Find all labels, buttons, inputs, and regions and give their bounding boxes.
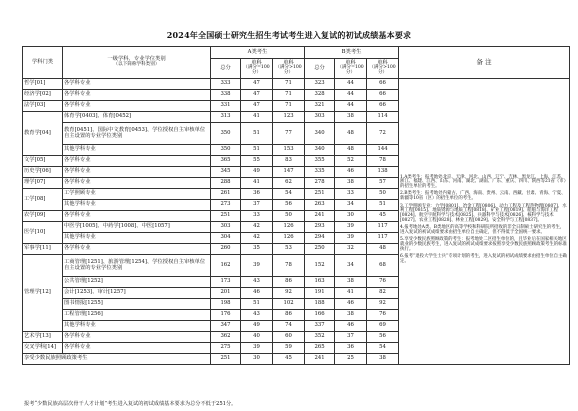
a-total-cell: 350	[211, 145, 241, 156]
page-title: 2024年全国硕士研究生招生考试考生进入复试的初试成绩基本要求	[166, 30, 412, 40]
category-cell: 医学[10]	[23, 222, 63, 244]
a-total-cell: 275	[211, 343, 241, 354]
category-cell: 教育学[04]	[23, 112, 63, 156]
b-total-cell: 294	[305, 233, 335, 244]
b-single100-cell: 32	[335, 244, 367, 255]
header-remarks: 备 注	[399, 47, 570, 79]
subject-cell: 公共管理[1252]	[63, 277, 211, 288]
a-single150-cell: 92	[273, 288, 305, 299]
b-single150-cell: 66	[367, 101, 399, 112]
a-single150-cell: 71	[273, 79, 305, 90]
b-total-cell: 337	[305, 321, 335, 332]
b-single150-cell: 117	[367, 233, 399, 244]
subject-cell: 图书情报[1255]	[63, 299, 211, 310]
category-cell: 享受少数民族照顾政策考生	[23, 354, 211, 365]
score-table	[22, 46, 570, 365]
remark-item: 5.享受少数民族照顾政策的考生：报考地处二区招生单位的，且毕业后在国家相关地区就业的少数民族考生，进入复试的初试成绩要求按照享受少数民族照顾政策考生的标准执行。	[400, 237, 567, 252]
header-single-label: 单科	[345, 59, 356, 66]
b-single100-cell: 48	[335, 123, 367, 145]
a-single150-cell: 45	[273, 354, 305, 365]
a-single100-cell: 49	[241, 321, 273, 332]
b-single100-cell: 34	[335, 200, 367, 211]
subject-cell: 会计[1253]、审计[1257]	[63, 288, 211, 299]
a-total-cell: 288	[211, 178, 241, 189]
header-full100-label: （满分=100分）	[243, 65, 270, 76]
header-a-total: 总分	[211, 59, 241, 79]
header-a-single100	[241, 59, 273, 79]
header-zone-b: B类考生	[305, 47, 399, 59]
header-b-total: 总分	[305, 59, 335, 79]
b-single150-cell: 69	[367, 321, 399, 332]
b-single150-cell: 48	[367, 244, 399, 255]
category-cell: 管理学[12]	[23, 255, 63, 332]
a-single150-cell: 62	[273, 178, 305, 189]
a-total-cell: 365	[211, 156, 241, 167]
a-total-cell: 303	[211, 222, 241, 233]
a-single100-cell: 47	[241, 90, 273, 101]
a-single150-cell: 74	[273, 321, 305, 332]
a-single150-cell: 53	[273, 244, 305, 255]
a-single100-cell: 51	[241, 145, 273, 156]
b-single100-cell: 44	[335, 90, 367, 101]
a-total-cell: 251	[211, 354, 241, 365]
b-total-cell: 251	[305, 189, 335, 200]
a-single100-cell: 35	[241, 244, 273, 255]
b-total-cell: 188	[305, 299, 335, 310]
category-cell: 理学[07]	[23, 178, 63, 189]
a-total-cell: 201	[211, 288, 241, 299]
a-total-cell: 313	[211, 112, 241, 123]
b-total-cell: 263	[305, 200, 335, 211]
b-single100-cell: 34	[335, 255, 367, 277]
a-single150-cell: 126	[273, 222, 305, 233]
b-single150-cell: 82	[367, 288, 399, 299]
b-single150-cell: 76	[367, 310, 399, 321]
a-single150-cell: 126	[273, 233, 305, 244]
b-total-cell: 328	[305, 90, 335, 101]
b-single100-cell: 46	[335, 299, 367, 310]
category-cell: 工学[08]	[23, 189, 63, 211]
header-single-label: 单科	[283, 59, 294, 66]
subject-cell: 其他学科专业	[63, 233, 211, 244]
a-single100-cell: 39	[241, 255, 273, 277]
table-row	[23, 79, 570, 90]
a-single100-cell: 33	[241, 211, 273, 222]
header-zone-a: A类考生	[211, 47, 305, 59]
header-a-single150	[273, 59, 305, 79]
subject-cell: 工商管理[1251]、旅游管理[1254]、学位授权自主审核单位自主设置的专业学位类别	[63, 255, 211, 277]
category-cell: 艺术学[13]	[23, 332, 63, 343]
b-single150-cell: 50	[367, 189, 399, 200]
a-single100-cell: 41	[241, 178, 273, 189]
a-total-cell: 260	[211, 244, 241, 255]
subject-cell: 各学科专业	[63, 178, 211, 189]
a-total-cell: 345	[211, 167, 241, 178]
b-single150-cell: 72	[367, 123, 399, 145]
b-single150-cell: 117	[367, 222, 399, 233]
a-single100-cell: 30	[241, 354, 273, 365]
b-single150-cell: 138	[367, 167, 399, 178]
header-major-line2: （以下简称学科类别）	[113, 61, 160, 67]
b-single150-cell: 114	[367, 112, 399, 123]
a-single150-cell: 71	[273, 90, 305, 101]
a-single150-cell: 71	[273, 101, 305, 112]
b-single100-cell: 38	[335, 277, 367, 288]
a-single100-cell: 43	[241, 310, 273, 321]
category-cell: 哲学[01]	[23, 79, 63, 90]
b-total-cell: 303	[305, 112, 335, 123]
b-total-cell: 340	[305, 145, 335, 156]
a-single150-cell: 77	[273, 123, 305, 145]
a-total-cell: 331	[211, 101, 241, 112]
b-single100-cell: 46	[335, 167, 367, 178]
b-total-cell: 340	[305, 123, 335, 145]
subject-cell: 各学科专业	[63, 167, 211, 178]
b-total-cell: 293	[305, 222, 335, 233]
header-full150-label: （满分>100分）	[369, 65, 396, 76]
subject-cell: 各学科专业	[63, 101, 211, 112]
subject-cell: 体育学[0403]、体育[0452]	[63, 112, 211, 123]
subject-cell: 工学照顾专业	[63, 189, 211, 200]
header-single-label: 单科	[377, 59, 388, 66]
a-total-cell: 362	[211, 332, 241, 343]
b-single100-cell: 39	[335, 233, 367, 244]
a-single150-cell: 147	[273, 167, 305, 178]
b-single150-cell: 78	[367, 156, 399, 167]
a-single150-cell: 54	[273, 189, 305, 200]
b-single150-cell: 45	[367, 211, 399, 222]
b-single100-cell: 30	[335, 211, 367, 222]
subject-cell: 中医学[1005]、中药学[1008]、中医[1057]	[63, 222, 211, 233]
a-single100-cell: 47	[241, 79, 273, 90]
a-total-cell: 347	[211, 321, 241, 332]
b-total-cell: 355	[305, 156, 335, 167]
header-full100-label: （满分=100分）	[337, 65, 364, 76]
a-single150-cell: 123	[273, 112, 305, 123]
b-single100-cell: 52	[335, 156, 367, 167]
a-single100-cell: 55	[241, 156, 273, 167]
b-single150-cell: 38	[367, 354, 399, 365]
header-b-single150	[367, 59, 399, 79]
subject-cell: 其他学科专业	[63, 145, 211, 156]
b-total-cell: 335	[305, 167, 335, 178]
remark-item: 1.A类考生：报考地处北京、天津、河北、山西、辽宁、吉林、黑龙江、上海、江苏、浙江、福建、江西、山东、河南、湖北、湖南、广东、重庆、四川、陕西等21省（市）的招生单位的考生。	[400, 174, 566, 189]
b-single150-cell: 54	[367, 343, 399, 354]
b-single150-cell: 76	[367, 277, 399, 288]
a-total-cell: 333	[211, 79, 241, 90]
b-single100-cell: 46	[335, 321, 367, 332]
b-single150-cell: 92	[367, 299, 399, 310]
b-single100-cell: 44	[335, 101, 367, 112]
b-single150-cell: 144	[367, 145, 399, 156]
a-single150-cell: 153	[273, 145, 305, 156]
a-single100-cell: 37	[241, 200, 273, 211]
b-single150-cell: 56	[367, 332, 399, 343]
a-single100-cell: 43	[241, 277, 273, 288]
b-single100-cell: 38	[335, 112, 367, 123]
b-total-cell: 278	[305, 178, 335, 189]
a-total-cell: 338	[211, 90, 241, 101]
b-single150-cell: 68	[367, 255, 399, 277]
remark-item: 3.工学照顾专业：力学[0801]、冶金工程[0806]、动力工程及工程热物理[0807]、水利工程[0815]、地质资源与地质工程[0818]、矿业工程[0819]、船舶与海洋工程[0824]、航空宇航科学与技术[0825]、兵器科学与技术[0826]、核科学与技术[0827]、农业工程[0828]、林业工程[0829]、安全科学与工程[0837]。	[400, 203, 567, 223]
b-total-cell: 152	[305, 255, 335, 277]
a-single100-cell: 41	[241, 112, 273, 123]
a-total-cell: 261	[211, 189, 241, 200]
category-cell: 文学[05]	[23, 156, 63, 167]
a-single100-cell: 40	[241, 332, 273, 343]
subject-cell: 各学科专业	[63, 211, 211, 222]
b-single100-cell: 36	[335, 343, 367, 354]
remark-item: 4.报考地处A类、B类地区的高等学校和科研院所招收的非全日制硕士研究生的考生，进入复试的初试成绩要求由招生单位自主确定，但不得低于全国统一要求。	[400, 225, 565, 235]
category-cell: 经济学[02]	[23, 90, 63, 101]
subject-cell: 各学科专业	[63, 90, 211, 101]
subject-cell: 工程管理[1256]	[63, 310, 211, 321]
a-single150-cell: 56	[273, 200, 305, 211]
subject-cell: 其他学科专业	[63, 200, 211, 211]
a-total-cell: 173	[211, 277, 241, 288]
b-single100-cell: 38	[335, 178, 367, 189]
b-total-cell: 241	[305, 211, 335, 222]
category-cell: 军事学[11]	[23, 244, 63, 255]
b-single100-cell: 25	[335, 354, 367, 365]
a-single100-cell: 47	[241, 101, 273, 112]
a-single100-cell: 42	[241, 233, 273, 244]
subject-cell: 各学科专业	[63, 332, 211, 343]
category-cell: 历史学[06]	[23, 167, 63, 178]
a-single100-cell: 46	[241, 288, 273, 299]
a-single100-cell: 51	[241, 123, 273, 145]
b-single150-cell: 51	[367, 200, 399, 211]
remark-item: 6.报考“退役大学生士兵”专项计划的考生，进入复试的初试成绩要求由招生单位自主确定。	[400, 254, 567, 264]
b-total-cell: 323	[305, 79, 335, 90]
b-total-cell: 163	[305, 277, 335, 288]
b-single100-cell: 39	[335, 222, 367, 233]
remarks-cell	[399, 79, 570, 365]
header-category: 学科门类	[23, 47, 63, 79]
a-total-cell: 162	[211, 255, 241, 277]
a-total-cell: 350	[211, 123, 241, 145]
b-single100-cell: 38	[335, 310, 367, 321]
b-total-cell: 265	[305, 343, 335, 354]
header-major-line1: 一级学科、专业学位类别	[107, 56, 166, 63]
header-b-single100	[335, 59, 367, 79]
a-total-cell: 304	[211, 233, 241, 244]
b-single100-cell: 33	[335, 189, 367, 200]
a-single150-cell: 78	[273, 255, 305, 277]
subject-cell: 教育[0451]、国际中文教育[0453]、学位授权自主审核单位自主设置的专业学位类别	[63, 123, 211, 145]
a-single150-cell: 86	[273, 277, 305, 288]
b-total-cell: 250	[305, 244, 335, 255]
b-total-cell: 241	[305, 354, 335, 365]
category-cell: 交叉学科[14]	[23, 343, 63, 354]
a-single100-cell: 42	[241, 222, 273, 233]
a-total-cell: 251	[211, 211, 241, 222]
subject-cell: 各学科专业	[63, 244, 211, 255]
b-single100-cell: 44	[335, 79, 367, 90]
subject-cell: 各学科专业	[63, 79, 211, 90]
header-full150-label: （满分>100分）	[275, 65, 302, 76]
b-single150-cell: 66	[367, 79, 399, 90]
footnote: 报考“少数民族高层次骨干人才计划”考生进入复试的初试成绩基本要求为总分不低于251分。	[24, 401, 237, 407]
a-single100-cell: 49	[241, 167, 273, 178]
a-single150-cell: 59	[273, 343, 305, 354]
a-single100-cell: 36	[241, 189, 273, 200]
b-total-cell: 166	[305, 310, 335, 321]
remark-item: 2.B类考生：报考地处内蒙古、广西、海南、贵州、云南、西藏、甘肃、青海、宁夏、新疆等10省（区）的招生单位的考生。	[400, 191, 566, 201]
header-major	[63, 47, 211, 79]
a-total-cell: 176	[211, 310, 241, 321]
b-single150-cell: 57	[367, 178, 399, 189]
b-single100-cell: 48	[335, 145, 367, 156]
b-total-cell: 321	[305, 101, 335, 112]
a-single150-cell: 50	[273, 211, 305, 222]
b-total-cell: 352	[305, 332, 335, 343]
b-single150-cell: 66	[367, 90, 399, 101]
b-total-cell: 191	[305, 288, 335, 299]
a-single150-cell: 102	[273, 299, 305, 310]
header-single-label: 单科	[251, 59, 262, 66]
b-single100-cell: 41	[335, 288, 367, 299]
category-cell: 农学[09]	[23, 211, 63, 222]
category-cell: 法学[03]	[23, 101, 63, 112]
a-single100-cell: 39	[241, 343, 273, 354]
subject-cell: 各学科专业	[63, 343, 211, 354]
subject-cell: 各学科专业	[63, 156, 211, 167]
a-total-cell: 273	[211, 200, 241, 211]
subject-cell: 其他学科专业	[63, 321, 211, 332]
a-total-cell: 198	[211, 299, 241, 310]
a-single150-cell: 83	[273, 156, 305, 167]
a-single150-cell: 86	[273, 310, 305, 321]
a-single150-cell: 60	[273, 332, 305, 343]
b-single100-cell: 37	[335, 332, 367, 343]
a-single100-cell: 51	[241, 299, 273, 310]
